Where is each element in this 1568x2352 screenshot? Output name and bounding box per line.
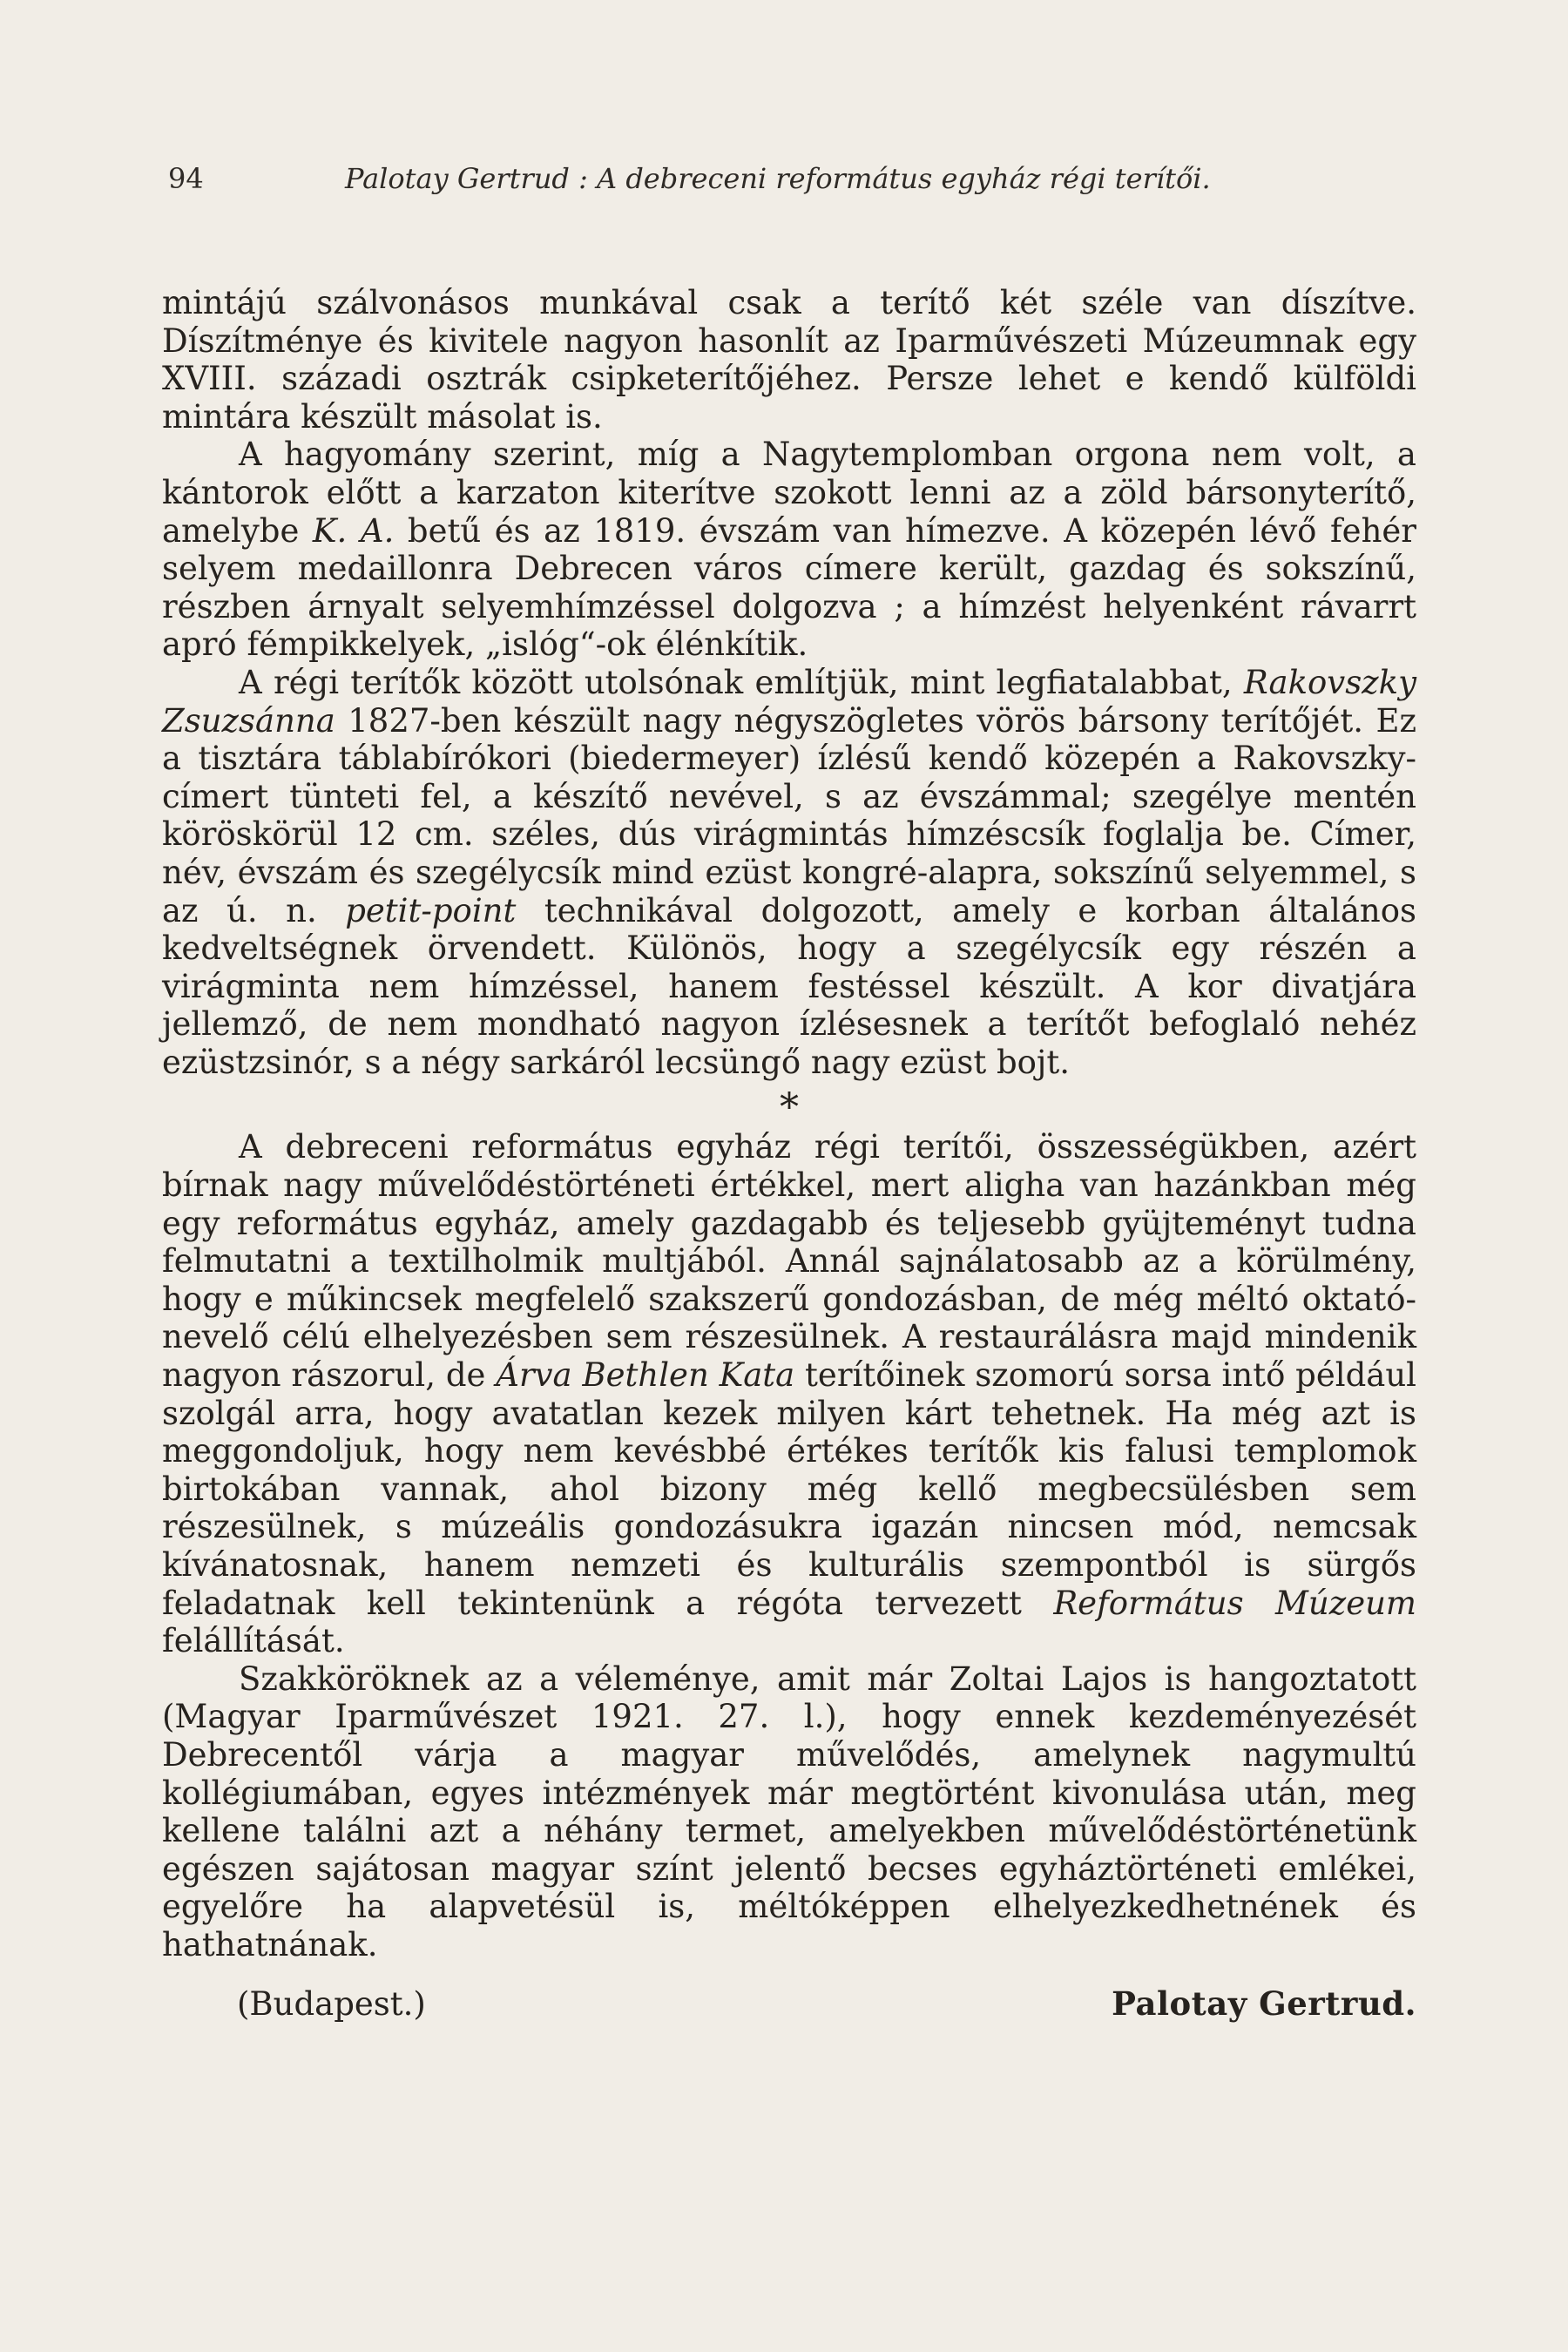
signature-author: Palotay Gertrud. bbox=[1112, 1984, 1416, 2023]
page-number: 94 bbox=[168, 162, 204, 195]
paragraph-2-text-a: A hagyomány szerint, míg a Nagytemplomban orgona nem volt, a kántorok előtt a karzaton kiterítve szokott lenni az a zöld bársonyterítő, amelybe bbox=[162, 436, 1416, 550]
paragraph-4 bbox=[162, 1128, 1416, 1659]
paragraph-4-text-a: A debreceni református egyház régi terítői, összességükben, azért bírnak nagy művelődéstörténeti értékkel, mert aligha van hazánkban még egy református egyház, amely gazdagabb és teljesebb gyüjteményt tudna felmutatni a textilholmik multjából. Annál sajnálatosabb az a körülmény, hogy e műkincsek megfelelő szakszerű gondozásban, de még méltó oktató-nevelő célú elhelyezésben sem részesülnek. A restaurálásra majd mindenik nagyon rászorul, de bbox=[162, 1128, 1416, 1395]
signature-place: (Budapest.) bbox=[237, 1984, 426, 2023]
paragraph-3 bbox=[162, 664, 1416, 1082]
paragraph-3-text-c: technikával dolgozott, amely e korban általános kedveltségnek örvendett. Különös, hogy a szegélycsík egy részén a virágminta nem hímzéssel, hanem festéssel készült. A kor divatjára jellemző, de nem mondható nagyon ízlésesnek a terítőt befoglaló nehéz ezüstzsinór, s a négy sarkáról lecsüngő nagy ezüst bojt. bbox=[162, 891, 1416, 1081]
paragraph-1: mintájú szálvonásos munkával csak a terítő két széle van díszítve. Díszítménye és kivitele nagyon hasonlít az Iparművészeti Múzeumnak egy XVIII. századi osztrák csipketerítőjéhez. Persze lehet e kendő külföldi mintára készült másolat is. bbox=[162, 284, 1416, 436]
paragraph-4-text-b: terítőinek szomorú sorsa intő például szolgál arra, hogy avatatlan kezek milyen kárt tehetnek. Ha még azt is meggondoljuk, hogy nem kevésbbé értékes terítők kis falusi templomok birtokában vannak, ahol bizony még kellő megbecsülésben sem részesülnek, s múzeális gondozásukra igazán nincsen mód, nemcsak kívánatosnak, hanem nemzeti és kulturális szempontból is sürgős feladatnak kell tekintenünk a régóta tervezett bbox=[162, 1356, 1417, 1622]
paragraph-4-italic-museum: Református Múzeum bbox=[1053, 1584, 1417, 1622]
section-separator: * bbox=[780, 1085, 799, 1131]
signature-line bbox=[162, 1985, 1416, 2024]
paragraph-3-text-b: 1827-ben készült nagy négyszögletes vörös bársony terítőjét. Ez a tisztára táblabírókori (biedermeyer) ízlésű kendő közepén a Rakovszky-címert tünteti fel, a készítő nevével, s az évszámmal; szegélye mentén köröskörül 12 cm. széles, dús virágmintás hímzéscsík foglalja be. Címer, név, évszám és szegélycsík mind ezüst kongré-alapra, sokszínű selyemmel, s az ú. n. bbox=[162, 701, 1416, 929]
paragraph-5: Szakköröknek az a véleménye, amit már Zoltai Lajos is hangoztatott (Magyar Iparművészet 1921. 27. l.), hogy ennek kezdeményezését Debrecentől várja a magyar művelődés, amelynek nagymultú kollégiumában, egyes intézmények már megtörtént kivonulása után, meg kellene találni azt a néhány termet, amelyekben művelődéstörténetünk egészen sajátosan magyar színt jelentő becses egyháztörténeti emlékei, egyelőre ha alapvetésül is, méltóképpen elhelyezkedhetnének és hathatnának. bbox=[162, 1659, 1416, 1963]
article-body bbox=[162, 284, 1416, 2023]
paragraph-3-italic-term: petit-point bbox=[345, 891, 517, 929]
paragraph-4-text-c: felállítását. bbox=[162, 1622, 345, 1660]
paragraph-4-italic-name: Árva Bethlen Kata bbox=[496, 1356, 795, 1395]
paragraph-3-text-a: A régi terítők között utolsónak említjük, mint legfiatalabbat, bbox=[239, 663, 1244, 701]
paragraph-2-text-b: betű és az 1819. évszám van hímezve. A közepén lévő fehér selyem medaillonra Debrecen város címere került, gazdag és sokszínű, részben árnyalt selyemhímzéssel dolgozva ; a hímzést helyenként rávarrt apró fémpikkelyek, „islóg“-ok élénkítik. bbox=[162, 511, 1416, 664]
running-title: Palotay Gertrud : A debreceni református egyház régi terítői. bbox=[345, 162, 1211, 195]
paragraph-2-italic-initials: K. A. bbox=[312, 511, 395, 550]
paragraph-3-italic-name: Rakovszky Zsuzsánna bbox=[162, 663, 1416, 740]
paragraph-2 bbox=[162, 436, 1416, 664]
